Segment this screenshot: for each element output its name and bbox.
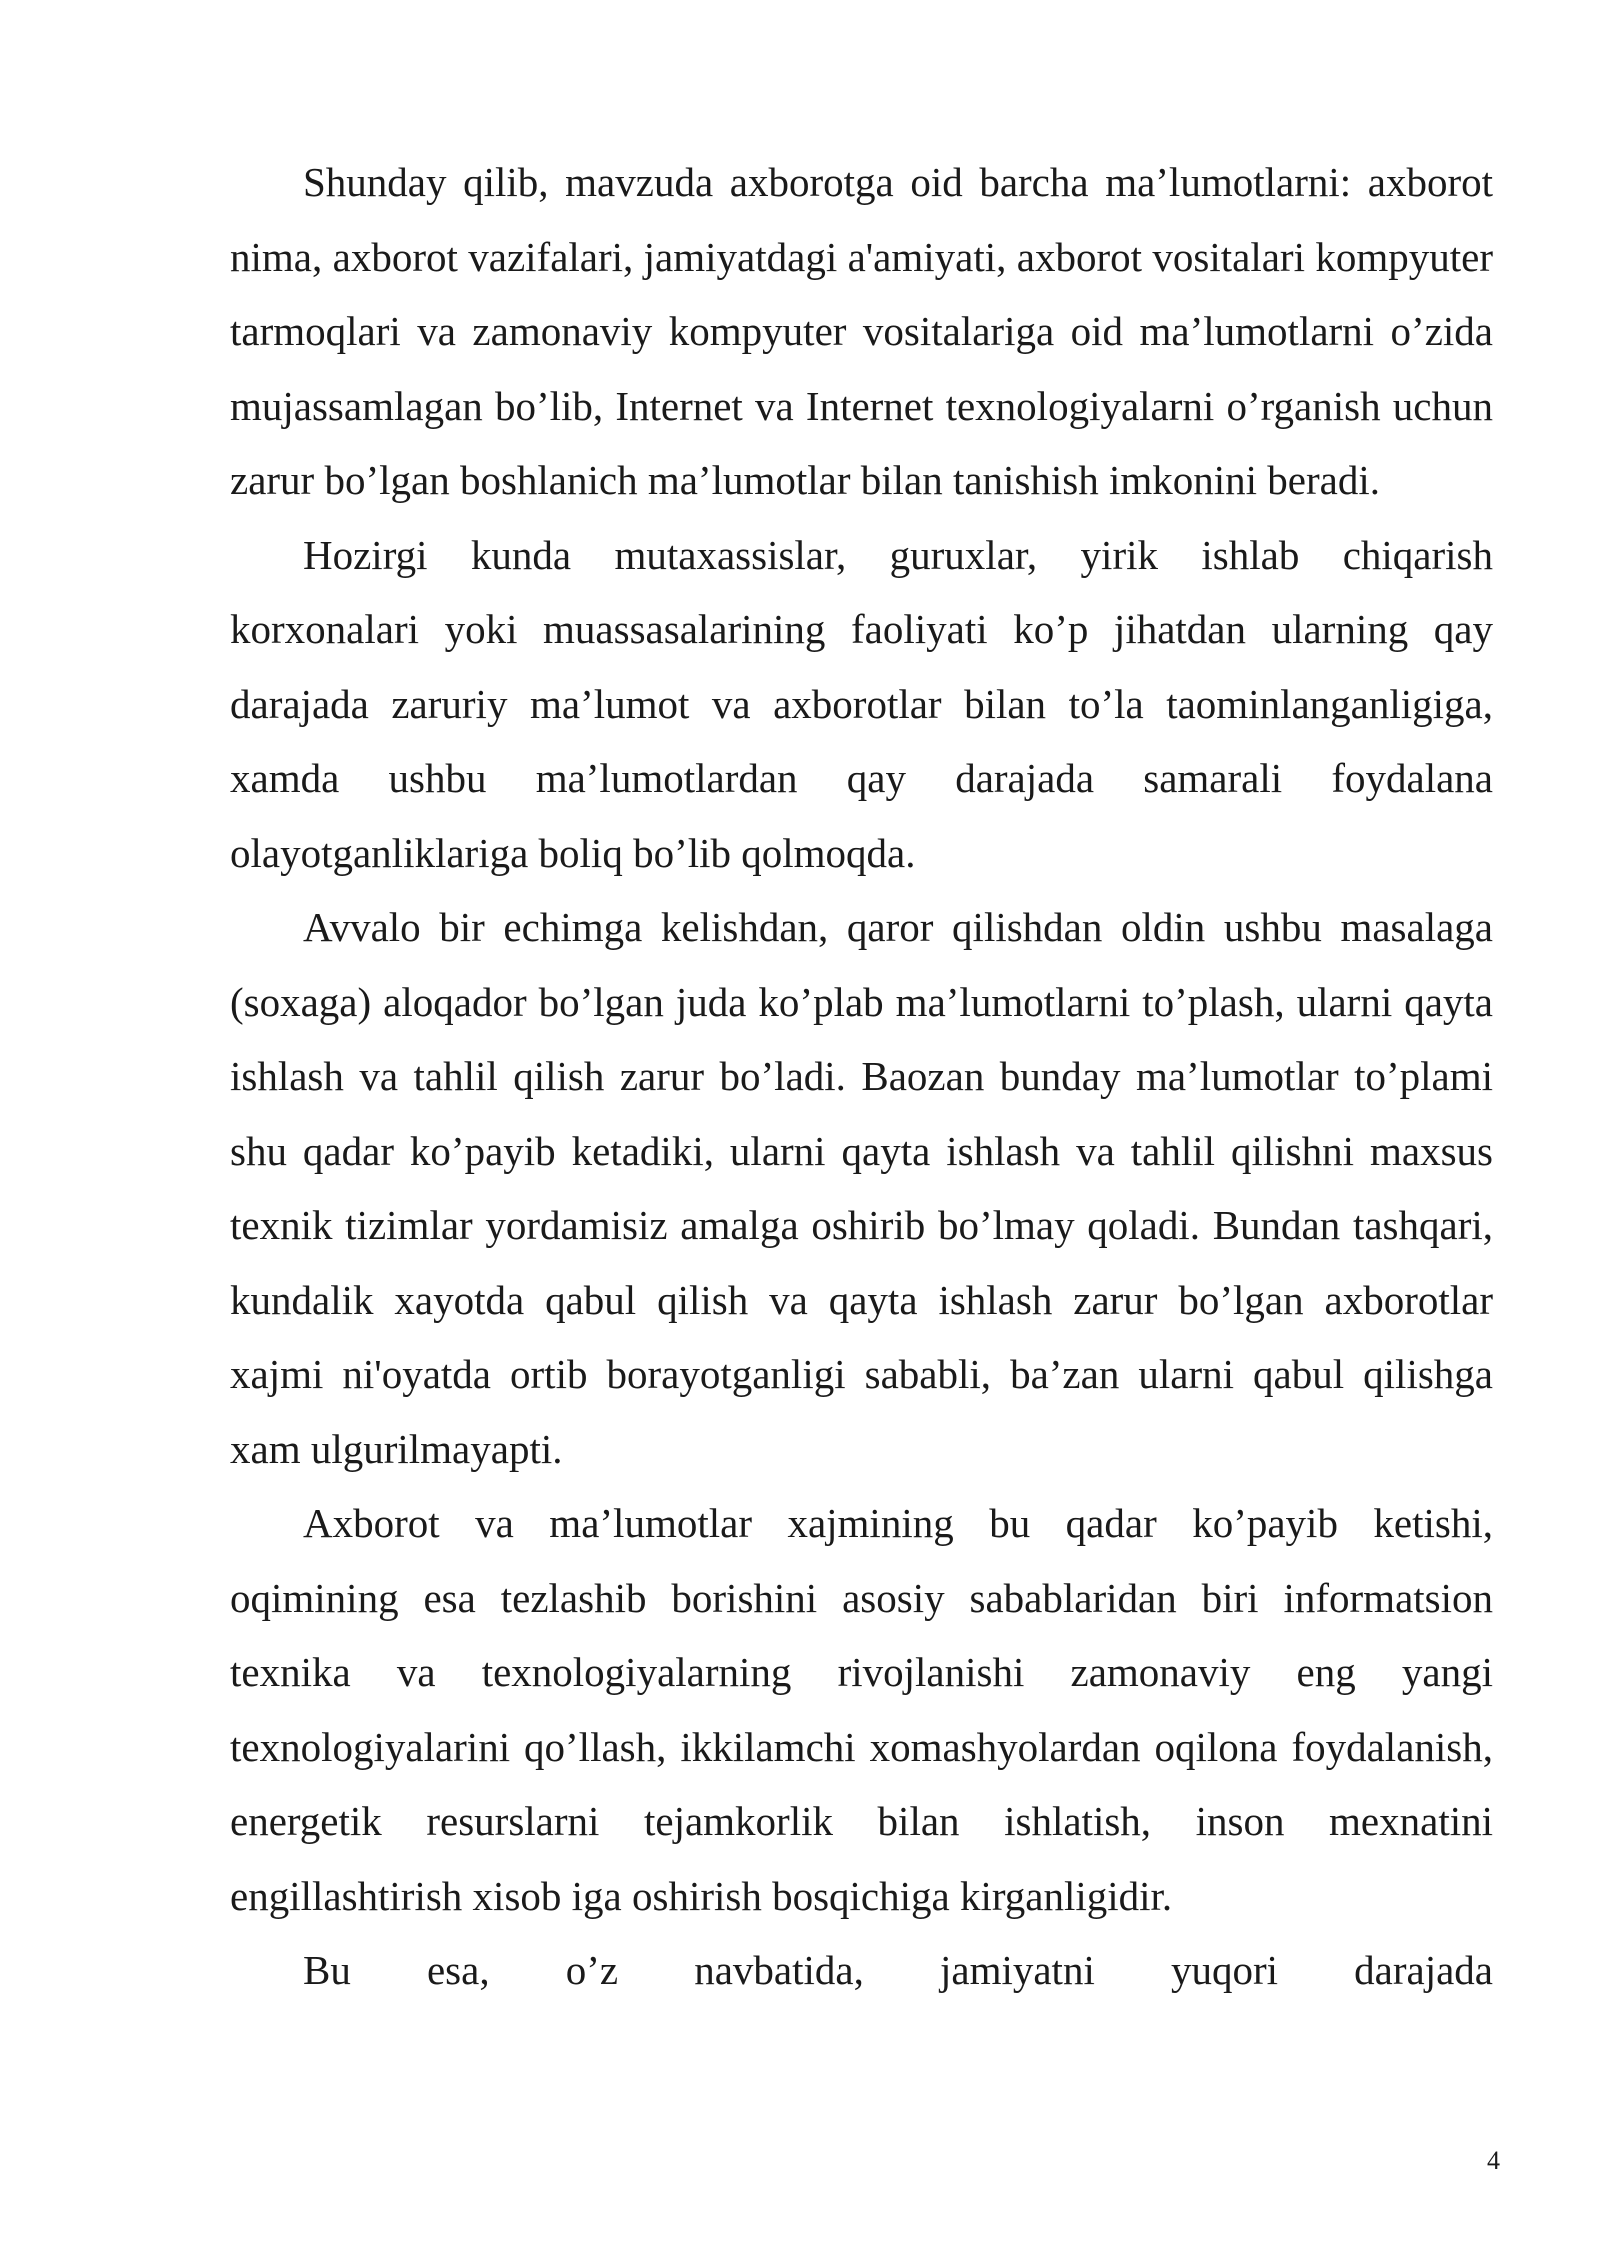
paragraph-3: Avvalo bir echimga kelishdan, qaror qilishdan oldin ushbu masalaga (soxaga) aloqador bo’lgan juda ko’plab ma’lumotlarni to’plash, ularni qayta ishlash va tahlil qilish zarur bo’ladi. Baozan bunday ma’lumotlar to’plami shu qadar ko’payib ketadiki, ularni qayta ishlash va tahlil qilishni maxsus texnik tizimlar yordamisiz amalga oshirib bo’lmay qoladi. Bundan tashqari, kundalik xayotda qabul qilish va qayta ishlash zarur bo’lgan axborotlar xajmi ni'oyatda ortib borayotganligi sababli, ba’zan ularni qabul qilishga xam ulgurilmayapti. [230, 904, 1493, 1472]
document-page [230, 145, 1493, 2008]
paragraph-1: Shunday qilib, mavzuda axborotga oid barcha ma’lumotlarni: axborot nima, axborot vazifalari, jamiyatdagi a'amiyati, axborot vositalari kompyuter tarmoqlari va zamonaviy kompyuter vositalariga oid ma’lumotlarni o’zida mujassamlagan bo’lib, Internet va Internet texnologiyalarni o’rganish uchun zarur bo’lgan boshlanich ma’lumotlar bilan tanishish imkonini beradi. [230, 159, 1493, 503]
paragraph-2: Hozirgi kunda mutaxassislar, guruxlar, yirik ishlab chiqarish korxonalari yoki muassasalarining faoliyati ko’p jihatdan ularning qay darajada zaruriy ma’lumot va axborotlar bilan to’la taominlanganligiga, xamda ushbu ma’lumotlardan qay darajada samarali foydalana olayotganliklariga boliq bo’lib qolmoqda. [230, 531, 1493, 876]
paragraph-4: Axborot va ma’lumotlar xajmining bu qadar ko’payib ketishi, oqimining esa tezlashib borishini asosiy sabablaridan biri informatsion texnika va texnologiyalarning rivojlanishi zamonaviy eng yangi texnologiyalarini qo’llash, ikkilamchi xomashyolardan oqilona foydalanish, energetik resurslarni tejamkorlik bilan ishlatish, inson mexnatini engillashtirish xisob iga oshirish bosqichiga kirganligidir. [230, 1500, 1493, 1919]
page-number: 4 [1487, 2146, 1500, 2175]
paragraph-5: Bu esa, o’z navbatida, jamiyatni yuqori darajada [303, 1947, 1493, 1993]
